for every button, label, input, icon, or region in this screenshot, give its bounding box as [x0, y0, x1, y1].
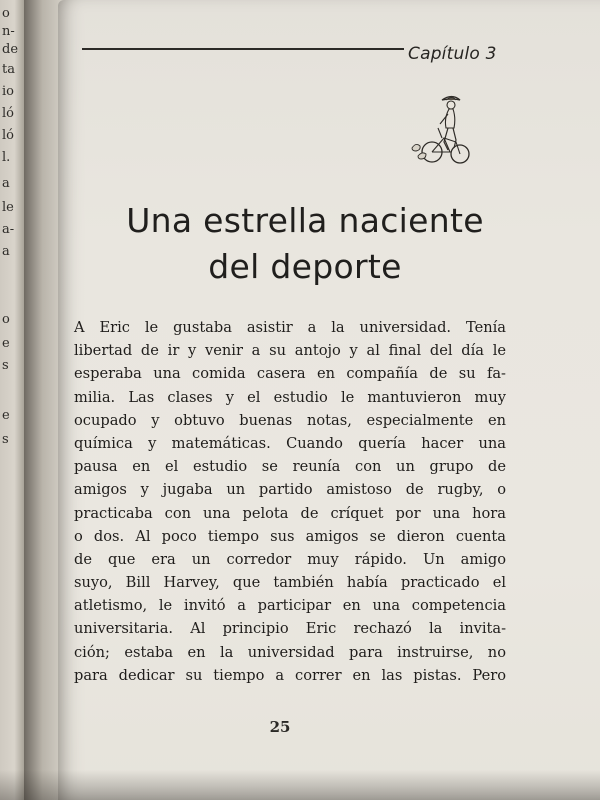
- page-number: 25: [269, 718, 291, 736]
- text-line: química y matemáticas. Cuando quería hacer una: [74, 434, 506, 452]
- text-line: atletismo, le invitó a participar en una competencia: [74, 597, 506, 615]
- previous-page-fragment: le: [2, 200, 14, 215]
- text-line: A Eric le gustaba asistir a la universidad. Tenía: [74, 319, 506, 336]
- chapter-title: [70, 198, 540, 290]
- text-line: suyo, Bill Harvey, que también había practicado el: [74, 574, 506, 592]
- previous-page-fragment: s: [2, 358, 9, 373]
- previous-page-fragment: e: [2, 408, 10, 423]
- text-line: de que era un corredor muy rápido. Un amigo: [74, 550, 506, 568]
- previous-page-fragment: e: [2, 336, 10, 351]
- previous-page-fragment: a-: [2, 222, 15, 237]
- previous-page-edge: [0, 0, 24, 800]
- previous-page-fragment: l.: [2, 150, 11, 165]
- text-line: para dedicar su tiempo a correr en las pistas. Pero: [74, 666, 506, 684]
- text-line: amigos y jugaba un partido amistoso de rugby, o: [74, 481, 506, 499]
- text-line: universitaria. Al principio Eric rechazó la invita-: [74, 620, 506, 638]
- previous-page-fragment: s: [2, 432, 9, 447]
- previous-page-fragment: n-: [2, 24, 15, 39]
- text-line: milia. Las clases y el estudio le mantuvieron muy: [74, 388, 506, 406]
- text-line: pausa en el estudio se reunía con un grupo de: [74, 458, 506, 476]
- text-line: esperaba una comida casera en compañía de su fa-: [74, 365, 506, 383]
- previous-page-fragment: io: [2, 84, 14, 99]
- cyclist-with-hat-icon: [408, 92, 472, 170]
- text-line: o dos. Al poco tiempo sus amigos se dieron cuenta: [74, 527, 506, 545]
- body-paragraph: [74, 316, 506, 687]
- text-line: practicaba con una pelota de críquet por una hora: [74, 504, 506, 522]
- previous-page-fragment: o: [2, 312, 10, 327]
- previous-page-fragment: ló: [2, 128, 14, 143]
- previous-page-fragment: ta: [2, 62, 15, 77]
- header-rule: [82, 48, 404, 50]
- text-line: libertad de ir y venir a su antojo y al final del día le: [74, 342, 506, 360]
- chapter-label: Capítulo 3: [408, 44, 497, 64]
- chapter-title-line: Una estrella naciente: [126, 201, 484, 240]
- previous-page-fragment: a: [2, 244, 10, 259]
- text-line: ción; estaba en la universidad para instruirse, no: [74, 643, 506, 661]
- previous-page-fragment: o: [2, 6, 10, 21]
- text-line: ocupado y obtuvo buenas notas, especialmente en: [74, 411, 506, 429]
- chapter-title-line: del deporte: [208, 247, 402, 286]
- previous-page-fragment: ló: [2, 106, 14, 121]
- bottom-shadow: [0, 770, 600, 800]
- previous-page-fragment: de: [2, 42, 19, 57]
- previous-page-fragment: a: [2, 176, 10, 191]
